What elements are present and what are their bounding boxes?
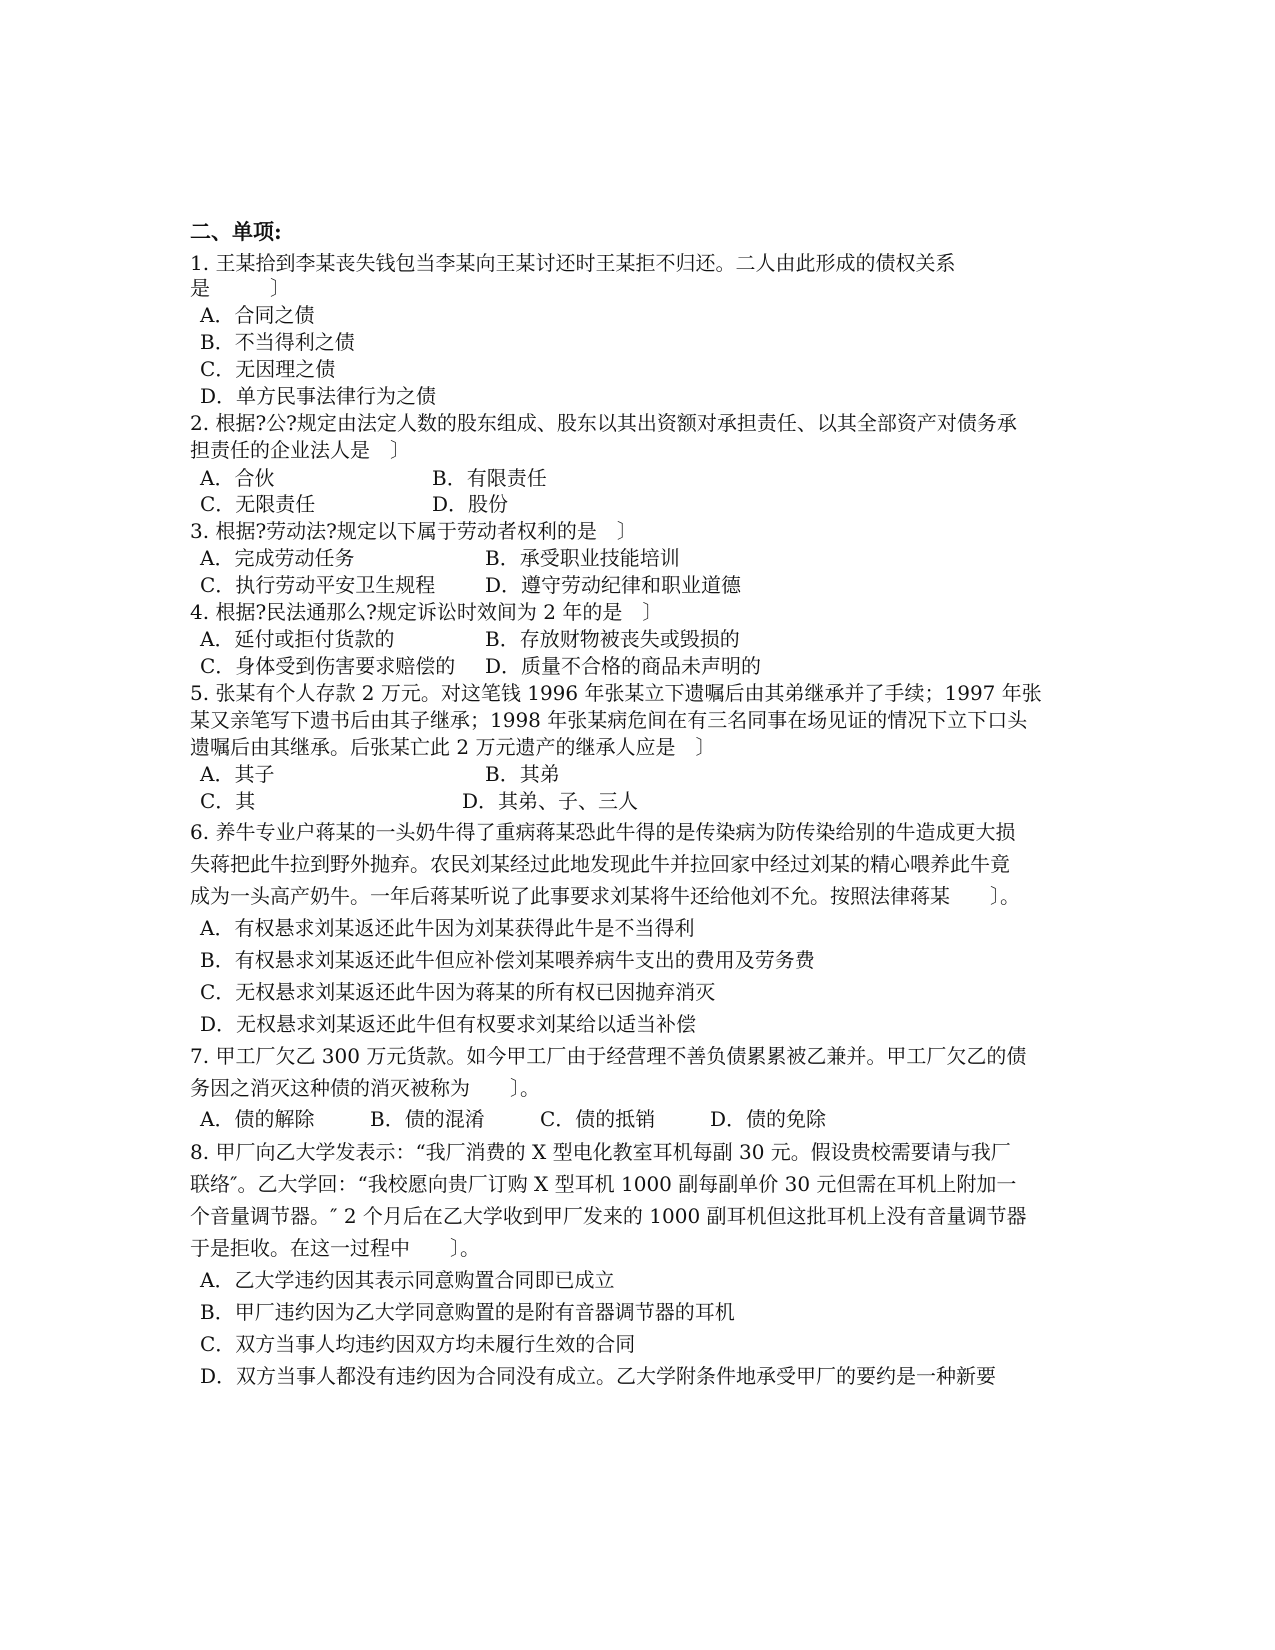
question-8-line-4: 于是拒收。在这一过程中 〕。 xyxy=(190,1236,480,1260)
question-7-line-1: 7. 甲工厂欠乙 300 万元货款。如今甲工厂由于经营理不善负债累累被乙兼并。甲工厂欠乙的债 xyxy=(190,1044,1027,1068)
question-6-option-c: C．无权悬求刘某返还此牛因为蒋某的所有权已因抛弃消灭 xyxy=(200,980,716,1004)
question-5-line-2: 某又亲笔写下遗书后由其子继承；1998 年张某病危间在有三名同事在场见证的情况下立下口头 xyxy=(190,708,1028,732)
question-6-line-3: 成为一头高产奶牛。一年后蒋某听说了此事要求刘某将牛还给他刘不允。按照法律蒋某 〕。 xyxy=(190,884,1020,908)
question-2-line-2: 担责任的企业法人是 〕 xyxy=(190,438,410,462)
question-2-option-b: B．有限责任 xyxy=(432,466,547,490)
question-8-option-d: D．双方当事人都没有违约因为合同没有成立。乙大学附条件地承受甲厂的要约是一种新要 xyxy=(200,1364,997,1388)
question-1-option-c: C．无因理之债 xyxy=(200,357,336,381)
section-heading: 二、单项: xyxy=(190,219,282,244)
question-5-option-d: D．其弟、子、三人 xyxy=(462,789,639,813)
question-4-line-1: 4. 根据?民法通那么?规定诉讼时效间为 2 年的是 〕 xyxy=(190,600,663,624)
question-4-option-a: A．延付或拒付货款的 xyxy=(200,627,395,651)
question-6-line-1: 6. 养牛专业户蒋某的一头奶牛得了重病蒋某恐此牛得的是传染病为防传染给别的牛造成更大损 xyxy=(190,820,1016,844)
question-2-option-a: A．合伙 xyxy=(200,466,275,490)
question-8-line-1: 8. 甲厂向乙大学发表示：“我厂消费的 X 型电化教室耳机每副 30 元。假设贵校需要请与我厂 xyxy=(190,1140,1011,1164)
question-8-option-a: A．乙大学违约因其表示同意购置合同即已成立 xyxy=(200,1268,615,1292)
question-3-option-a: A．完成劳动任务 xyxy=(200,546,355,570)
question-3-option-b: B．承受职业技能培训 xyxy=(485,546,680,570)
question-6-line-2: 失蒋把此牛拉到野外抛弃。农民刘某经过此地发现此牛并拉回家中经过刘某的精心喂养此牛竟 xyxy=(190,852,1010,876)
question-2-line-1: 2. 根据?公?规定由法定人数的股东组成、股东以其出资额对承担责任、以其全部资产对债务承 xyxy=(190,411,1017,435)
question-8-option-b: B．甲厂违约因为乙大学同意购置的是附有音器调节器的耳机 xyxy=(200,1300,735,1324)
question-7-option-a: A．债的解除 xyxy=(200,1107,315,1131)
question-3-option-d: D．遵守劳动纪律和职业道德 xyxy=(485,573,742,597)
question-7-line-2: 务因之消灭这种债的消灭被称为 〕。 xyxy=(190,1076,540,1100)
question-3-option-c: C．执行劳动平安卫生规程 xyxy=(200,573,436,597)
question-2-option-d: D．股份 xyxy=(432,492,509,516)
question-5-option-c: C．其 xyxy=(200,789,256,813)
question-7-option-d: D．债的免除 xyxy=(710,1107,827,1131)
question-3-line-1: 3. 根据?劳动法?规定以下属于劳动者权利的是 〕 xyxy=(190,519,637,543)
question-5-line-1: 5. 张某有个人存款 2 万元。对这笔钱 1996 年张某立下遗嘱后由其弟继承并了手续；1997 年张 xyxy=(190,681,1042,705)
question-4-option-b: B．存放财物被丧失或毁损的 xyxy=(485,627,740,651)
question-1-line-1: 1. 王某拾到李某丧失钱包当李某向王某讨还时王某拒不归还。二人由此形成的债权关系 xyxy=(190,251,956,275)
question-7-option-c: C．债的抵销 xyxy=(540,1107,656,1131)
question-4-option-d: D．质量不合格的商品未声明的 xyxy=(485,654,762,678)
question-7-option-b: B．债的混淆 xyxy=(370,1107,485,1131)
question-8-option-c: C．双方当事人均违约因双方均未履行生效的合同 xyxy=(200,1332,636,1356)
question-5-option-b: B．其弟 xyxy=(485,762,560,786)
question-5-option-a: A．其子 xyxy=(200,762,275,786)
question-1-option-b: B．不当得利之债 xyxy=(200,330,355,354)
question-8-line-2: 联络″。乙大学回：“我校愿向贵厂订购 X 型耳机 1000 副每副单价 30 元但需在耳机上附加一 xyxy=(190,1172,1017,1196)
question-8-line-3: 个音量调节器。″ 2 个月后在乙大学收到甲厂发来的 1000 副耳机但这批耳机上没有音量调节器 xyxy=(190,1204,1027,1228)
question-6-option-b: B．有权悬求刘某返还此牛但应补偿刘某喂养病牛支出的费用及劳务费 xyxy=(200,948,815,972)
question-6-option-a: A．有权悬求刘某返还此牛因为刘某获得此牛是不当得利 xyxy=(200,916,695,940)
question-5-line-3: 遗嘱后由其继承。后张某亡此 2 万元遗产的继承人应是 〕 xyxy=(190,735,716,759)
question-1-option-a: A．合同之债 xyxy=(200,303,315,327)
question-1-option-d: D．单方民事法律行为之债 xyxy=(200,384,437,408)
question-4-option-c: C．身体受到伤害要求赔偿的 xyxy=(200,654,456,678)
question-2-option-c: C．无限责任 xyxy=(200,492,316,516)
question-1-line-2: 是 〕 xyxy=(190,276,290,300)
question-6-option-d: D．无权悬求刘某返还此牛但有权要求刘某给以适当补偿 xyxy=(200,1012,697,1036)
